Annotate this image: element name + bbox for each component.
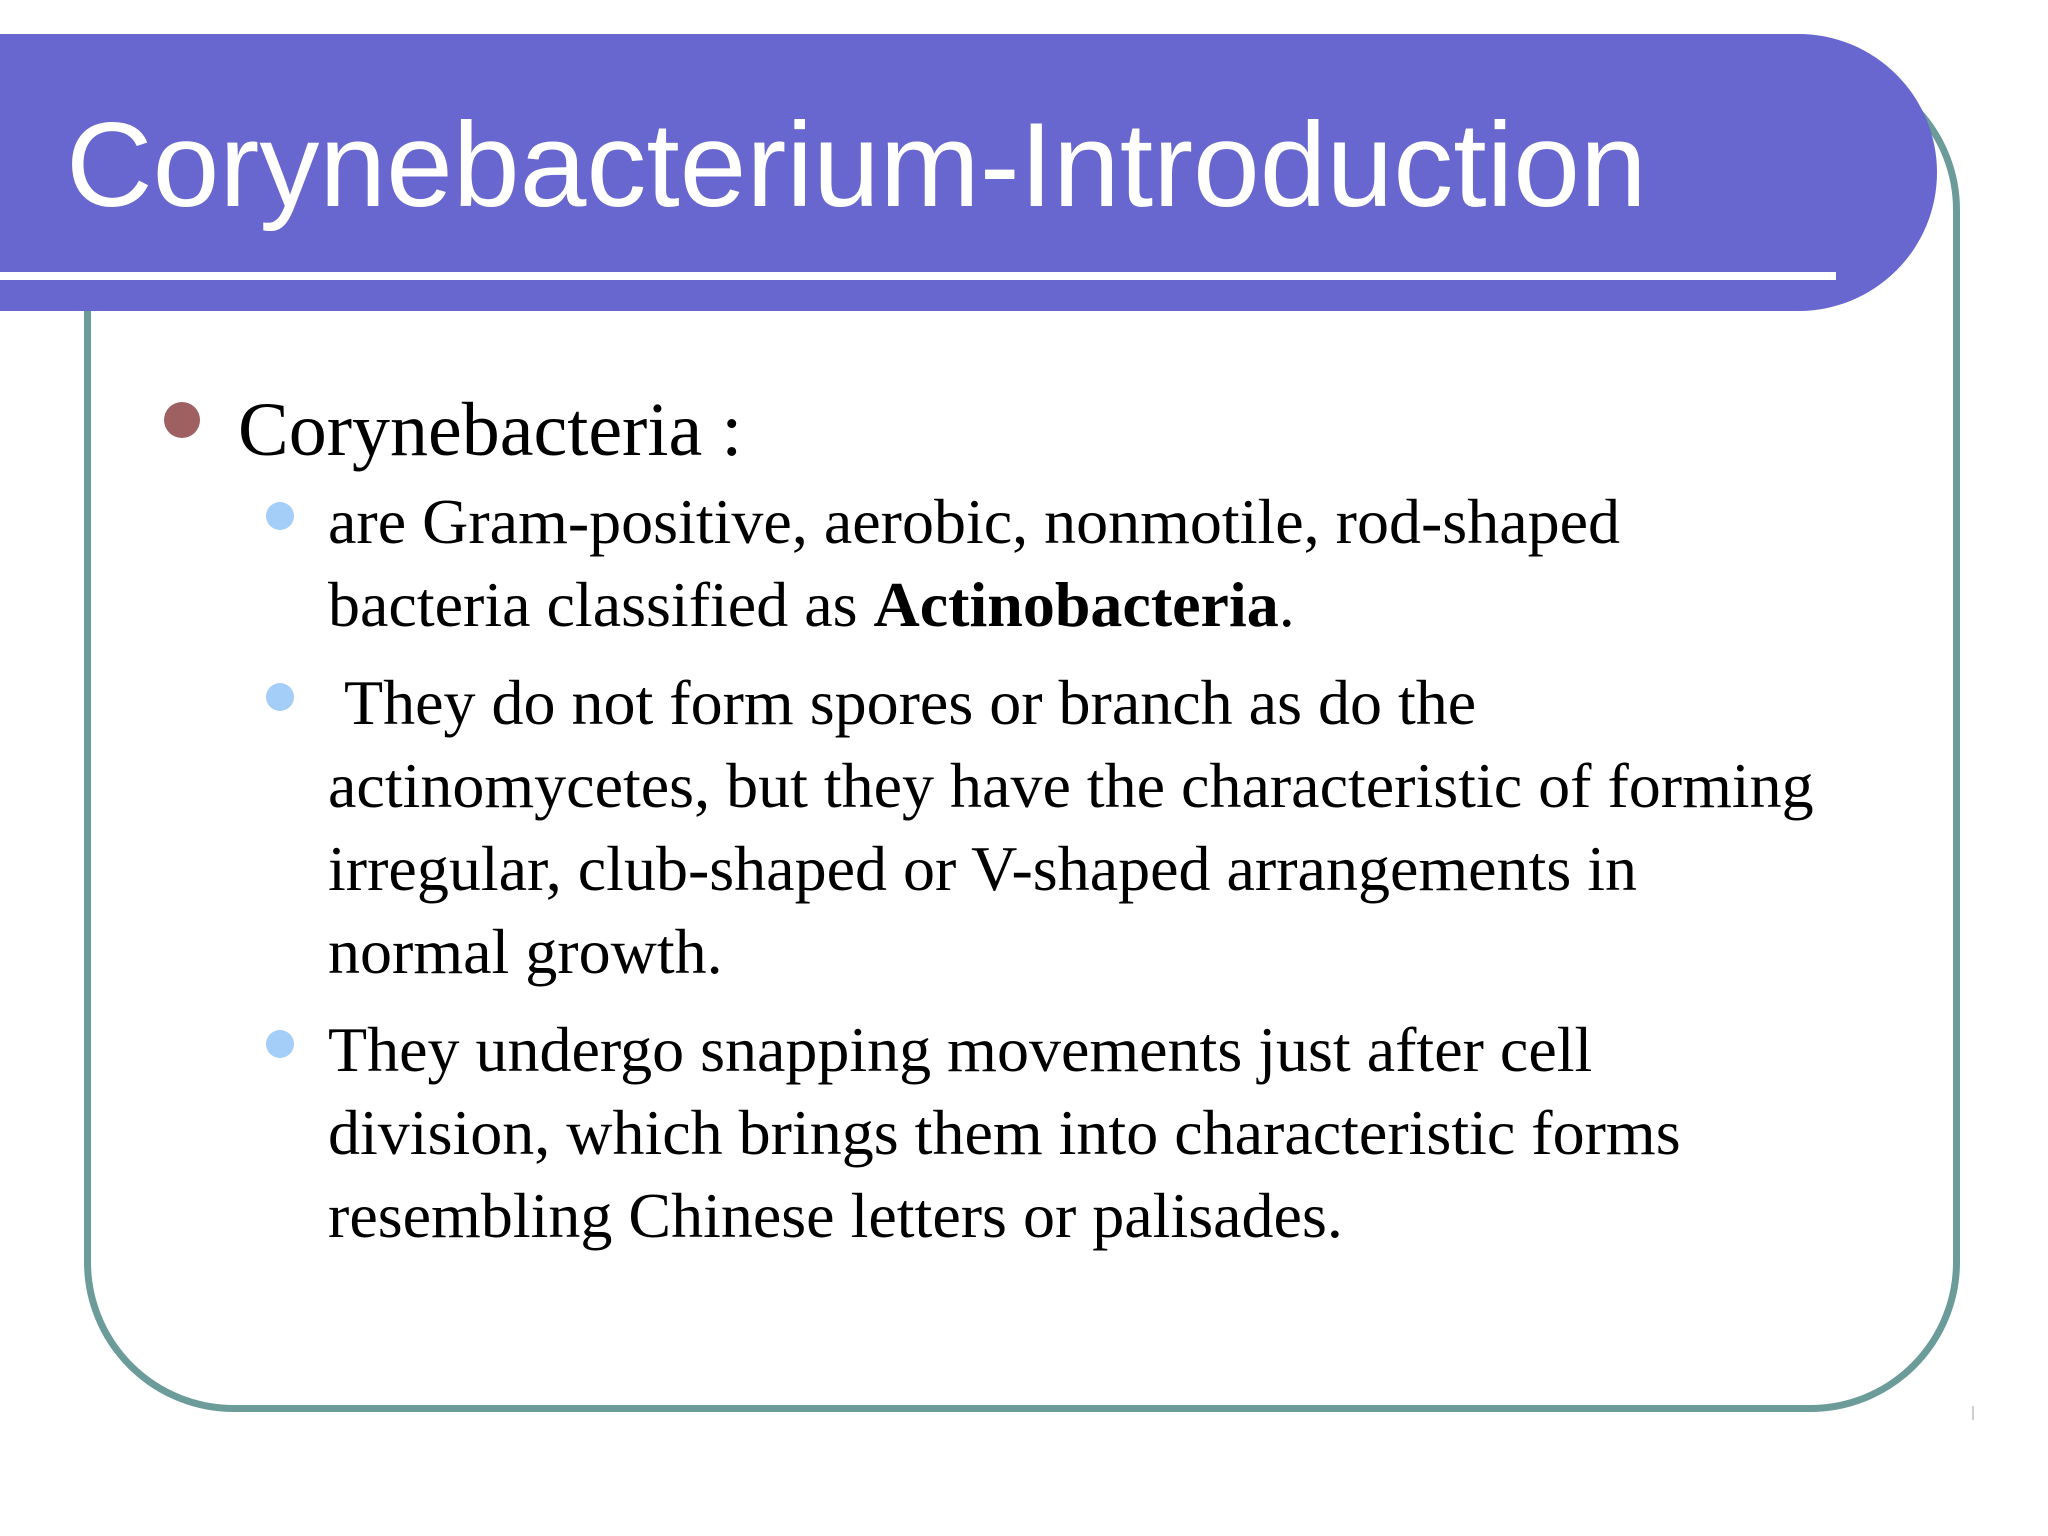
sub-bullet-text: They undergo snapping movements just after cell division, which brings them into characteristic forms resembling Chinese letters or palisades.	[328, 1014, 1681, 1251]
corner-mark	[1972, 1406, 1974, 1420]
sub-bullet-bold-term: Actinobacteria	[873, 569, 1279, 640]
sub-bullet-text: They do not form spores or branch as do the actinomycetes, but they have the characteristic of forming irregular, club-shaped or V-shaped arrangements in normal growth.	[328, 667, 1830, 987]
sub-bullet-item	[160, 661, 1830, 993]
sub-bullet-dot-icon	[266, 502, 294, 530]
title-divider	[0, 272, 1836, 280]
sub-bullet-dot-icon	[266, 1030, 294, 1058]
slide-body	[160, 380, 1830, 1272]
sub-bullet-item	[160, 480, 1820, 646]
main-bullet-text: Corynebacteria :	[238, 388, 743, 472]
slide-title: Corynebacterium-Introduction	[66, 98, 1647, 232]
main-bullet-dot-icon	[164, 402, 200, 438]
main-bullet	[160, 380, 1820, 480]
sub-bullet-item	[160, 1008, 1820, 1257]
sub-bullet-dot-icon	[266, 683, 294, 711]
sub-bullet-period: .	[1278, 569, 1295, 640]
sub-bullet-list	[160, 480, 1830, 1257]
sub-bullet-text: are Gram-positive, aerobic, nonmotile, rod-shaped bacteria classified as	[328, 486, 1620, 640]
